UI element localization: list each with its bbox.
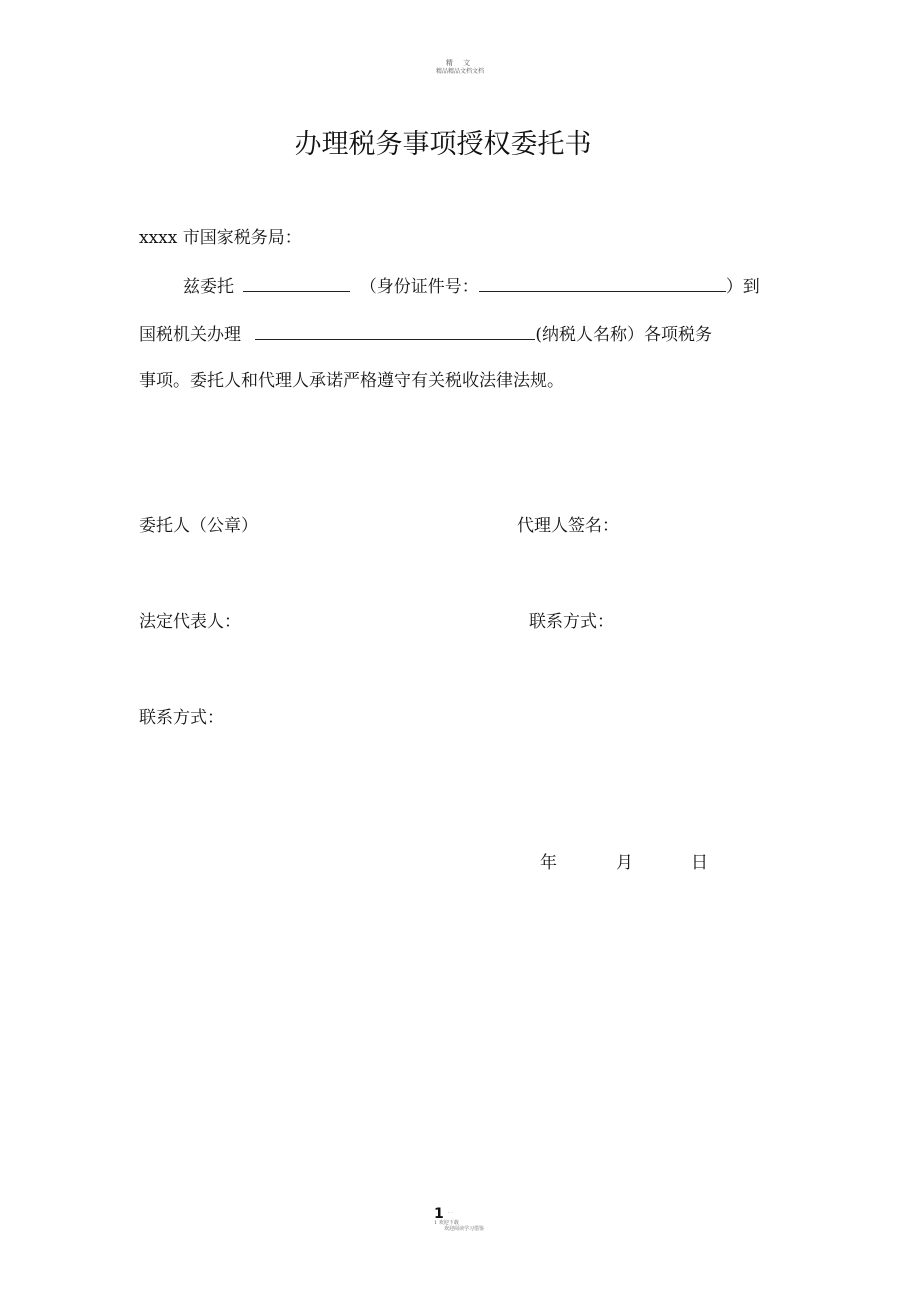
taxpayer-name-label: (纳税人名称）各项税务: [535, 325, 713, 345]
agent-signature-label: 代理人签名：: [517, 516, 619, 536]
paragraph-line-3: 事项。委托人和代理人承诺严格遵守有关税收法律法规。: [139, 371, 564, 391]
footer-download-text: 1 欢迎下载: [434, 1220, 459, 1226]
agent-name-blank[interactable]: [243, 273, 350, 292]
paragraph-line-2: [139, 321, 712, 347]
footer-reference-text: 欢迎阅读学习借鉴: [444, 1226, 485, 1232]
date-year-label: 年: [540, 853, 557, 873]
to-label: ）到: [725, 277, 760, 297]
entrust-label: 兹委托: [183, 277, 234, 297]
footer-dots: · ·: [448, 1210, 453, 1216]
taxpayer-name-blank[interactable]: [255, 321, 535, 340]
document-title: 办理税务事项授权委托书: [294, 129, 592, 160]
page-number: 1: [434, 1206, 444, 1222]
principal-seal-label: 委托人（公章）: [139, 516, 258, 536]
date-day-label: 日: [691, 853, 708, 873]
date-month-label: 月: [616, 853, 633, 873]
principal-contact-label: 联系方式：: [139, 708, 224, 728]
addressee: xxxx 市国家税务局：: [139, 228, 302, 248]
header-watermark-sub: 精品精品文档文档: [435, 68, 484, 75]
office-label: 国税机关办理: [139, 325, 241, 345]
agent-contact-label: 联系方式：: [529, 612, 614, 632]
paragraph-line-1: [183, 273, 760, 299]
legal-representative-label: 法定代表人：: [139, 612, 241, 632]
id-number-blank[interactable]: [479, 273, 726, 292]
header-watermark-top: 精 文: [445, 59, 475, 67]
id-number-label: （身份证件号：: [359, 277, 479, 297]
